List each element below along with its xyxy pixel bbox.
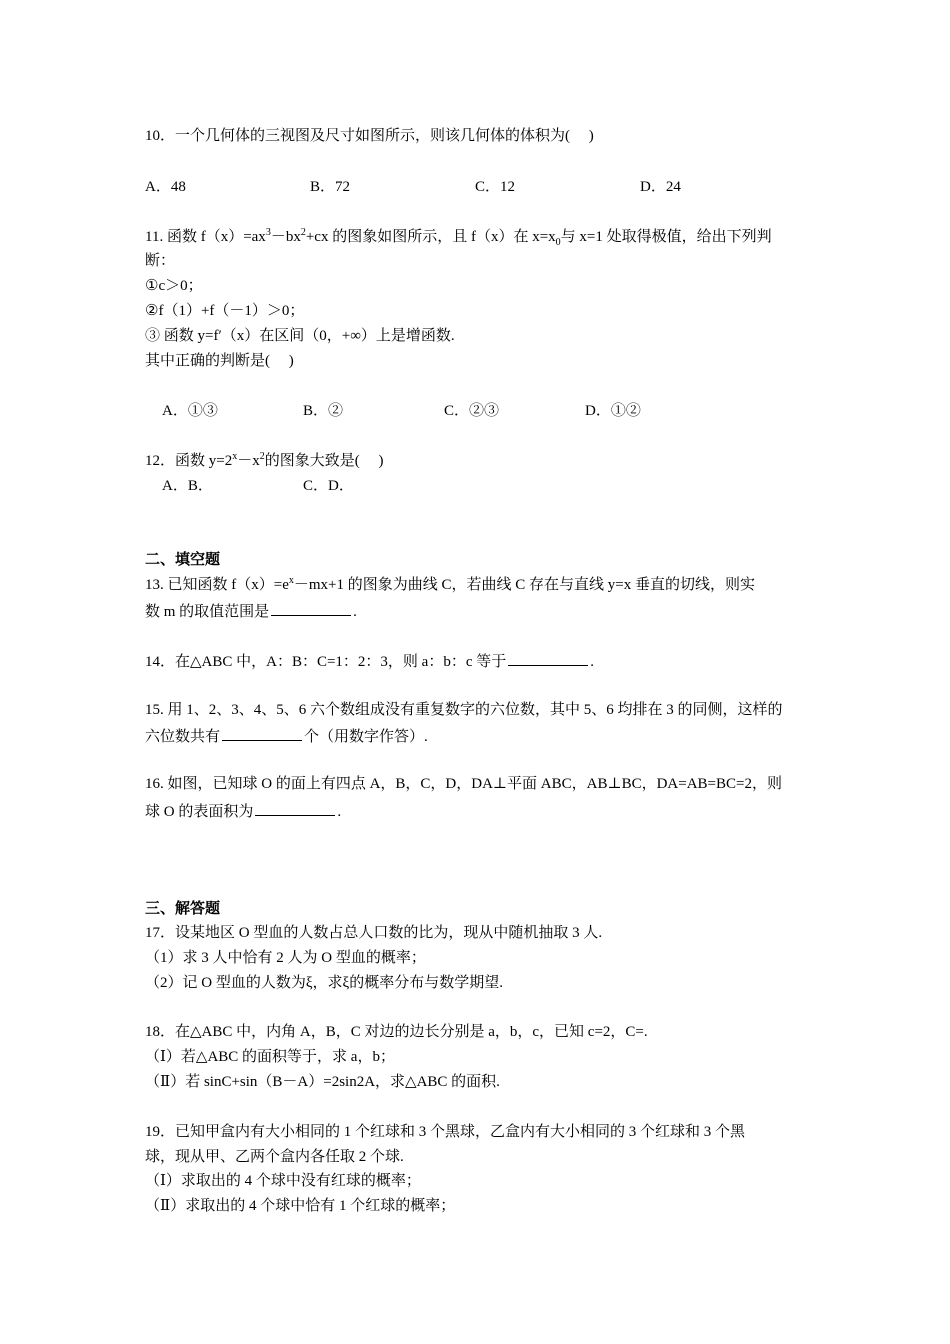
q15-line1: 15. 用 1、2、3、4、5、6 六个数组成没有重复数字的六位数，其中 5、6 均排在 3 的同侧，这样的	[145, 702, 783, 718]
q11-option-a: A．①③	[162, 403, 218, 419]
q10-option-a: A．48	[145, 179, 186, 195]
q11-judgement-1: ①c＞0；	[145, 278, 203, 294]
q14-line: 14．在△ABC 中，A：B：C=1：2：3，则 a：b：c 等于 .	[145, 650, 594, 672]
q11-judgement-2: ②f（1）+f（－1）＞0；	[145, 303, 305, 319]
q18-part-1: （Ⅰ）若△ABC 的面积等于，求 a，b；	[145, 1049, 395, 1065]
q11-ask: 其中正确的判断是( )	[145, 353, 294, 369]
q17-part-2: （2）记 O 型血的人数为ξ，求ξ的概率分布与数学期望.	[145, 975, 503, 991]
q15-answer-blank[interactable]	[222, 725, 302, 741]
section-solution-heading: 三、解答题	[145, 901, 221, 917]
q13-line2: 数 m 的取值范围是 .	[145, 600, 357, 622]
q19-line2: 球，现从甲、乙两个盒内各任取 2 个球.	[145, 1149, 404, 1165]
q12-option-cd: C．D．	[303, 478, 354, 494]
q16-line2: 球 O 的表面积为 .	[145, 800, 341, 822]
q10-stem: 10．一个几何体的三视图及尺寸如图所示，则该几何体的体积为( )	[145, 128, 594, 144]
q18-part-2: （Ⅱ）若 sinC+sin（B－A）=2sin2A，求△ABC 的面积.	[145, 1074, 500, 1090]
q12-option-ab: A．B．	[162, 478, 213, 494]
q13-line1: 13. 已知函数 $f(x)=e^x-mx+1$ 的图象为曲线 C，若曲线 C 存在与直线 y=x 垂直的切线，则实	[145, 575, 755, 593]
q11-option-b: B．②	[303, 403, 344, 419]
q19-part-1: （Ⅰ）求取出的 4 个球中没有红球的概率；	[145, 1173, 421, 1189]
q14-answer-blank[interactable]	[508, 650, 588, 666]
q12-stem: 12．函数 $y=2^x-x^2$的图象大致是( )	[145, 451, 384, 469]
q17-part-1: （1）求 3 人中恰有 2 人为 O 型血的概率；	[145, 950, 426, 966]
q15-line2: 六位数共有 个（用数字作答）.	[145, 725, 428, 747]
q13-answer-blank[interactable]	[271, 600, 351, 616]
q10-option-b: B．72	[310, 179, 351, 195]
q10-option-c: C．12	[475, 179, 516, 195]
q11-judgement-3: ③ 函数 y=f′（x）在区间（0，+∞）上是增函数.	[145, 328, 455, 344]
q19-line1: 19．已知甲盒内有大小相同的 1 个红球和 3 个黑球，乙盒内有大小相同的 3 个红球和 3 个黑	[145, 1124, 746, 1140]
q11-option-c: C．②③	[444, 403, 500, 419]
q16-line1: 16. 如图，已知球 O 的面上有四点 A，B，C，D，DA⊥平面 ABC，AB⊥BC，DA=AB=BC=2，则	[145, 776, 782, 792]
q19-part-2: （Ⅱ）求取出的 4 个球中恰有 1 个红球的概率；	[145, 1198, 456, 1214]
q11-line1: 11. 函数 $f(x)=ax^3-bx^2+cx$ 的图象如图所示，且 f（x）在 $x=x_0$与 x=1 处取得极值，给出下列判	[145, 227, 772, 248]
q18-stem: 18．在△ABC 中，内角 A，B，C 对边的边长分别是 a，b，c，已知 c=2，C=.	[145, 1024, 648, 1040]
section-fill-in-heading: 二、填空题	[145, 552, 221, 568]
q16-answer-blank[interactable]	[255, 800, 335, 816]
q10-option-d: D．24	[640, 179, 681, 195]
q11-line2: 断：	[145, 253, 176, 269]
q11-option-d: D．①②	[585, 403, 641, 419]
q17-stem: 17．设某地区 O 型血的人数占总人口数的比为，现从中随机抽取 3 人.	[145, 925, 603, 941]
